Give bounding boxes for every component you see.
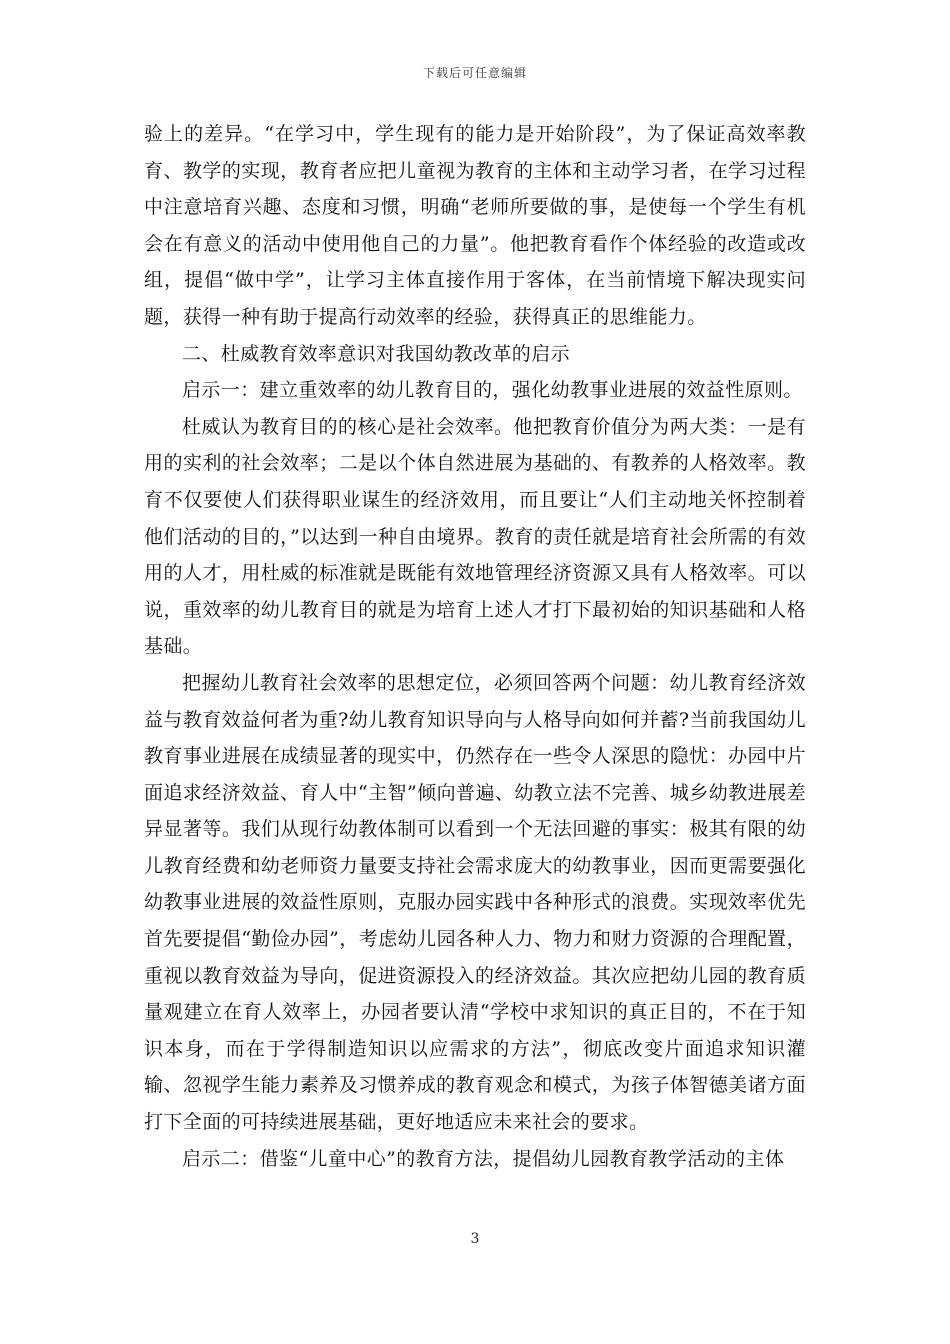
- section-heading: 二、杜威教育效率意识对我国幼教改革的启示: [182, 342, 571, 365]
- page-number: 3: [470, 1231, 480, 1247]
- page-header: 下载后可任意编辑: [422, 66, 527, 80]
- subheading-inspiration-one: 启示一：建立重效率的幼儿教育目的，强化幼教事业进展的效益性原则。: [182, 379, 803, 402]
- paragraph-social-efficiency: 把握幼儿教育社会效率的思想定位，必须回答两个问题：幼儿教育经济效益与教育效益何者为重?幼儿教育知识导向与人格导向如何并蓄?当前我国幼儿教育事业进展在成绩显著的现实中，仍然存在一些令人深思的隐忧：办园中片面追求经济效益、育人中“主智”倾向普遍、幼教立法不完善、城乡幼教进展差异显著等。我们从现行幼教体制可以看到一个无法回避的事实：极其有限的幼儿教育经费和幼老师资力量要支持社会需求庞大的幼教事业，因而更需要强化幼教事业进展的效益性原则，克服办园实践中各种形式的浪费。实现效率优先首先要提倡“勤俭办园”，考虑幼儿园各种人力、物力和财力资源的合理配置，重视以教育效益为导向，促进资源投入的经济效益。其次应把幼儿园的教育质量观建立在育人效率上，办园者要认清“学校中求知识的真正目的，不在于知识本身，而在于学得制造知识以应需求的方法”，彻底改变片面追求知识灌输、忽视学生能力素养及习惯养成的教育观念和模式，为孩子体智德美诸方面打下全面的可持续进展基础，更好地适应未来社会的要求。: [144, 671, 806, 1134]
- paragraph-continuation: 验上的差异。“在学习中，学生现有的能力是开始阶段”，为了保证高效率教育、教学的实现，教育者应把儿童视为教育的主体和主动学习者，在学习过程中注意培育兴趣、态度和习惯，明确“老师所要做的事，是使每一个学生有机会在有意义的活动中使用他自己的力量”。他把教育看作个体经验的改造或改组，提倡“做中学”，让学习主体直接作用于客体，在当前情境下解决现实问题，获得一种有助于提高行动效率的经验，获得真正的思维能力。: [144, 123, 806, 328]
- paragraph-dewey-aims: 杜威认为教育目的的核心是社会效率。他把教育价值分为两大类：一是有用的实利的社会效率；二是以个体自然进展为基础的、有教养的人格效率。教育不仅要使人们获得职业谋生的经济效用，而且要让“人们主动地关怀控制着他们活动的目的，”以达到一种自由境界。教育的责任就是培育社会所需的有效用的人才，用杜威的标准就是既能有效地管理经济资源又具有人格效率。可以说，重效率的幼儿教育目的就是为培育上述人才打下最初始的知识基础和人格基础。: [144, 415, 806, 658]
- document-body: [144, 116, 806, 1177]
- subheading-inspiration-two: 启示二：借鉴“儿童中心”的教育方法，提倡幼儿园教育教学活动的主体: [182, 1147, 785, 1170]
